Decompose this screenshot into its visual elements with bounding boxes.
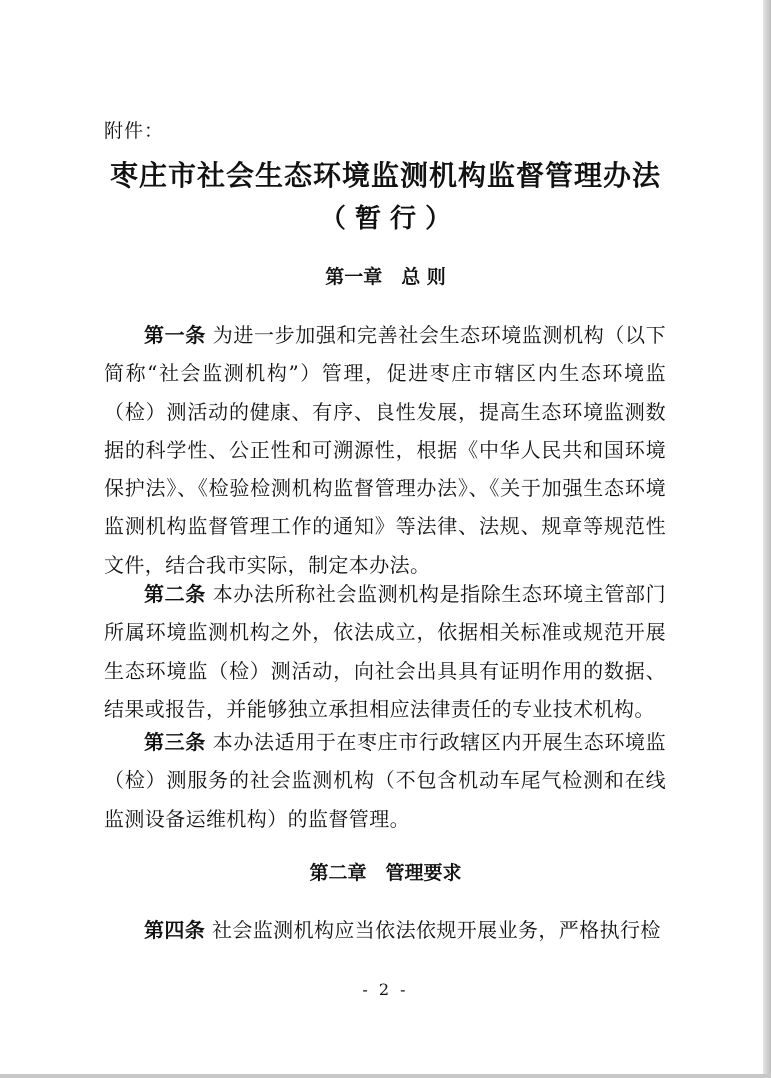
article-paragraph xyxy=(104,723,666,838)
article-text: 为进一步加强和完善社会生态环境监测机构（以下简称“社会监测机构”）管理，促进枣庄市辖区内生态环境监（检）测活动的健康、有序、良性发展，提高生态环境监测数据的科学性、公正性和可溯源性，根据《中华人民共和国环境保护法》、《检验检测机构监督管理办法》、《关于加强生态环境监测机构监督管理工作的通知》等法律、法规、规章等规范性文件，结合我市实际，制定本办法。 xyxy=(104,323,666,577)
document-subtitle: （ 暂 行 ） xyxy=(319,204,452,234)
document-title: 枣庄市社会生态环境监测机构监督管理办法 xyxy=(109,159,661,192)
article-text: 社会监测机构应当依法依规开展业务，严格执行检 xyxy=(211,918,661,942)
chapter-heading-1: 第一章 总 则 xyxy=(325,266,446,288)
chapter-heading-2: 第二章 管理要求 xyxy=(309,862,462,884)
page-bottom-edge xyxy=(0,1074,771,1078)
article-paragraph xyxy=(104,575,666,728)
page-number: - 2 - xyxy=(362,980,409,999)
article-text: 本办法适用于在枣庄市行政辖区内开展生态环境监（检）测服务的社会监测机构（不包含机动车尾气检测和在线监测设备运维机构）的监督管理。 xyxy=(104,730,666,831)
article-text: 本办法所称社会监测机构是指除生态环境主管部门所属环境监测机构之外，依法成立，依据相关标准或规范开展生态环境监（检）测活动，向社会出具具有证明作用的数据、结果或报告，并能够独立承担相应法律责任的专业技术机构。 xyxy=(104,582,666,721)
article-number: 第一条 xyxy=(144,323,206,347)
article-number: 第三条 xyxy=(144,730,206,754)
attachment-label: 附件： xyxy=(104,120,165,142)
article-paragraph xyxy=(104,316,666,584)
article-number: 第二条 xyxy=(144,582,206,606)
article-paragraph xyxy=(104,911,666,949)
article-number: 第四条 xyxy=(144,918,206,942)
